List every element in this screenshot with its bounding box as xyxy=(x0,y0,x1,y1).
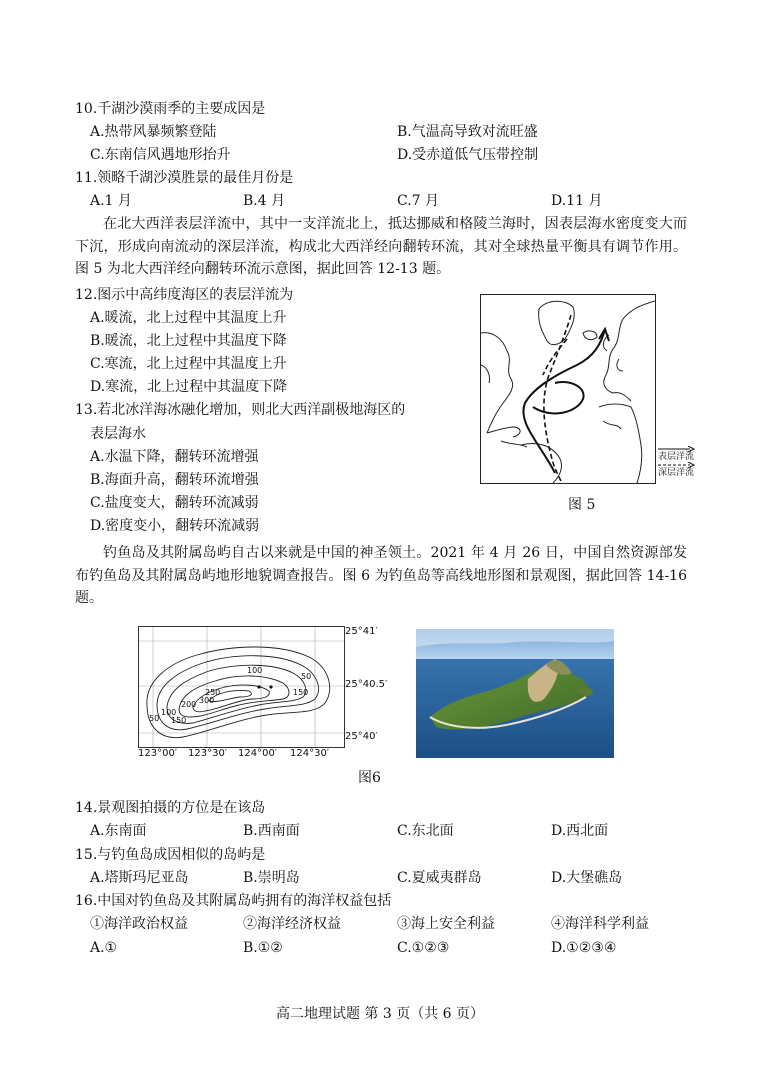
q13-option-b: B.海面升高，翻转环流增强 xyxy=(90,472,259,488)
intro-14-16: 钓鱼岛及其附属岛屿自古以来就是中国的神圣领土。2021 年 4 月 26 日，中国自然资源部发布钓鱼岛及其附属岛屿地形地貌调查报告。图 6 为钓鱼岛等高线地形图和景观图，据此回答 14-16 题。 xyxy=(75,545,687,606)
island-landscape-image xyxy=(416,629,614,758)
q16-option-a: A.① xyxy=(90,940,118,956)
q16-option-b: B.①② xyxy=(243,940,283,956)
figure-6-caption: 图6 xyxy=(358,770,381,786)
longitude-label: 123°30′ xyxy=(188,748,228,759)
q12-option-a: A.暖流，北上过程中其温度上升 xyxy=(90,310,287,326)
contour-label: 100 xyxy=(161,708,177,717)
latitude-label: 25°40′ xyxy=(345,731,378,742)
q14-option-d: D.西北面 xyxy=(551,823,609,839)
q14-option-b: B.西南面 xyxy=(243,823,300,839)
q11-stem: 11.领略千湖沙漠胜景的最佳月份是 xyxy=(75,170,294,186)
q16-stem: 16.中国对钓鱼岛及其附属岛屿拥有的海洋权益包括 xyxy=(75,893,392,909)
contour-label: 300 xyxy=(199,696,215,705)
q10-option-d: D.受赤道低气压带控制 xyxy=(397,147,539,163)
q12-option-c: C.寒流，北上过程中其温度上升 xyxy=(90,356,287,372)
q12-option-b: B.暖流，北上过程中其温度下降 xyxy=(90,333,287,349)
longitude-label: 124°30′ xyxy=(290,748,330,759)
q15-stem: 15.与钓鱼岛成因相似的岛屿是 xyxy=(75,847,266,863)
q10-option-a: A.热带风暴频繁登陆 xyxy=(90,124,217,140)
q13-option-d: D.密度变小，翻转环流减弱 xyxy=(90,518,260,534)
contour-label: 50 xyxy=(301,672,312,681)
longitude-label: 124°00′ xyxy=(238,748,278,759)
legend-deep-current xyxy=(658,462,696,479)
contour-lines xyxy=(139,627,344,747)
q14-stem: 14.景观图拍摄的方位是在该岛 xyxy=(75,800,266,816)
q11-option-a: A.1 月 xyxy=(90,193,132,209)
q10-option-b: B.气温高导致对流旺盛 xyxy=(397,124,538,140)
legend-deep-label: 深层洋流 xyxy=(658,468,695,478)
longitude-label: 123°00′ xyxy=(138,748,178,759)
contour-label: 100 xyxy=(247,666,263,675)
q16-option-c: C.①②③ xyxy=(397,940,450,956)
figure-5-map xyxy=(480,294,656,484)
q15-option-d: D.大堡礁岛 xyxy=(551,870,623,886)
page-footer: 高二地理试题 第 3 页（共 6 页） xyxy=(275,1006,485,1022)
q15-option-b: B.崇明岛 xyxy=(243,870,300,886)
q10-stem: 10.千湖沙漠雨季的主要成因是 xyxy=(75,101,266,117)
q16-item-3: ③海上安全利益 xyxy=(397,916,495,932)
q14-option-c: C.东北面 xyxy=(397,823,454,839)
contour-label: 200 xyxy=(181,700,197,709)
q11-option-b: B.4 月 xyxy=(243,193,286,209)
q13-option-c: C.盐度变大，翻转环流减弱 xyxy=(90,495,259,511)
intro-12-13: 在北大西洋表层洋流中，其中一支洋流北上，抵达挪威和格陵兰海时，因表层海水密度变大而下沉，形成向南流动的深层洋流，构成北大西洋经向翻转环流，其对全球热量平衡具有调节作用。图 5 为北大西洋经向翻转环流示意图，据此回答 12-13 题。 xyxy=(75,216,687,277)
q13-option-a: A.水温下降，翻转环流增强 xyxy=(90,449,259,465)
legend-surface-current xyxy=(658,446,696,463)
contour-label: 50 xyxy=(149,714,160,723)
north-atlantic-map xyxy=(481,295,655,483)
q12-option-d: D.寒流，北上过程中其温度下降 xyxy=(90,379,288,395)
contour-label: 250 xyxy=(205,688,221,697)
q16-item-2: ②海洋经济权益 xyxy=(243,916,341,932)
q14-option-a: A.东南面 xyxy=(90,823,147,839)
q12-stem: 12.图示中高纬度海区的表层洋流为 xyxy=(75,287,294,303)
figure-5-caption: 图 5 xyxy=(568,497,596,513)
q11-option-d: D.11 月 xyxy=(551,193,603,209)
q13-stem: 13.若北冰洋海冰融化增加，则北大西洋副极地海区的 xyxy=(75,402,406,418)
q16-item-1: ①海洋政治权益 xyxy=(90,916,188,932)
q15-option-a: A.塔斯玛尼亚岛 xyxy=(90,870,189,886)
latitude-label: 25°41′ xyxy=(345,626,378,637)
q10-option-c: C.东南信风遇地形抬升 xyxy=(90,147,231,163)
figure-6-contour-map xyxy=(138,626,345,748)
contour-label: 150 xyxy=(293,688,309,697)
q13-stem-cont: 表层海水 xyxy=(90,426,146,442)
contour-label: 150 xyxy=(171,716,187,725)
latitude-label: 25°40.5′ xyxy=(345,679,388,690)
q16-option-d: D.①②③④ xyxy=(551,940,617,956)
q16-item-4: ④海洋科学利益 xyxy=(551,916,649,932)
q15-option-c: C.夏威夷群岛 xyxy=(397,870,482,886)
q11-option-c: C.7 月 xyxy=(397,193,440,209)
legend-surface-label: 表层洋流 xyxy=(658,452,695,462)
diaoyu-island-photo xyxy=(416,629,614,758)
